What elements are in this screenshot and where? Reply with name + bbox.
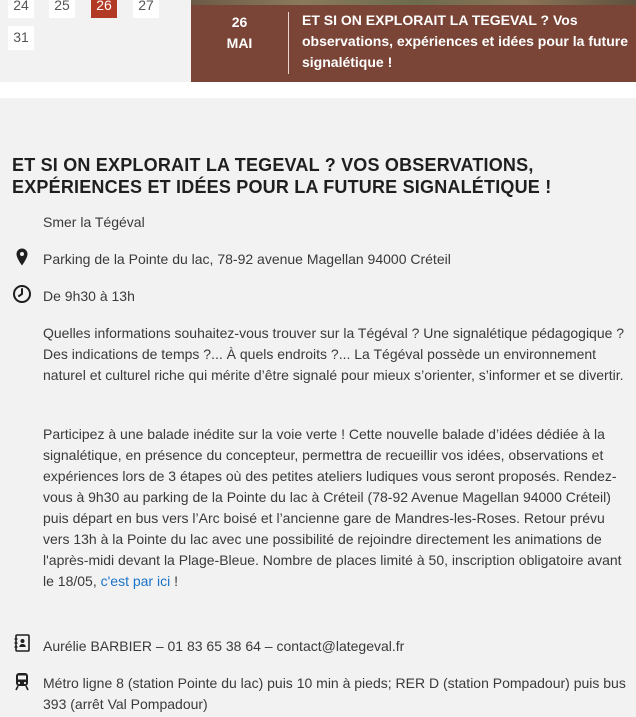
train-icon (12, 671, 32, 691)
map-pin-icon (12, 247, 32, 267)
clock-icon (12, 284, 32, 304)
event-description-2-end: ! (170, 573, 178, 589)
event-card-title[interactable]: ET SI ON EXPLORAIT LA TEGEVAL ? Vos observations, expériences et idées pour la future signalétique ! (302, 12, 628, 70)
registration-link[interactable]: c'est par ici (100, 573, 171, 589)
calendar-day[interactable]: 27 (133, 0, 159, 18)
event-contact: Aurélie BARBIER – 01 83 65 38 64 – contact@lategeval.fr (43, 638, 405, 654)
event-card[interactable] (191, 0, 636, 82)
event-detail (0, 98, 636, 717)
calendar-day[interactable]: 25 (49, 0, 75, 18)
event-description-1: Quelles informations souhaitez-vous trouver sur la Tégéval ? Une signalétique pédagogique ? Des indications de temps ?... À quels endroits ?... La Tégéval possède un environnement naturel et culturel riche qui mérite d’être signalé pour mieux s’orienter, s’informer et se divertir. (43, 325, 625, 383)
mini-calendar (0, 0, 191, 82)
contact-card-icon (12, 633, 32, 653)
date-separator (288, 12, 289, 74)
event-header-band (0, 0, 636, 82)
event-day: 26 (231, 14, 248, 30)
page-title-line1: ET SI ON EXPLORAIT LA TEGEVAL ? VOS OBSERVATIONS, (12, 155, 534, 175)
event-photo (191, 0, 636, 5)
page-title-line2: EXPÉRIENCES ET IDÉES POUR LA FUTURE SIGNALÉTIQUE ! (12, 177, 552, 197)
event-transport: Métro ligne 8 (station Pointe du lac) puis 10 min à pieds; RER D (station Pompadour) puis bus 393 (arrêt Val Pompadour) (43, 675, 626, 712)
event-date (191, 8, 288, 54)
event-description-2-text: Participez à une balade inédite sur la voie verte ! Cette nouvelle balade d’idées dédiée à la signalétique, en présence du concepteur, permettra de recueillir vos idées, observations et expériences lors de 3 étapes où des petites ateliers ludiques vous seront proposés. Rendez-vous à 9h30 au parking de la Pointe du lac à Créteil (78-92 Avenue Magellan 94000 Créteil) puis départ en bus vers l’Arc boisé et l’ancienne gare de Mandres-les-Roses. Retour prévu vers 13h à la Pointe du lac avec une possibilité de rejoindre directement les animations de l'après-midi devant la Plage-Bleue. Nombre de places limité à 50, inscription obligatoire avant le 18/05, (43, 426, 622, 589)
page-title (12, 154, 612, 198)
event-month: MAI (226, 35, 253, 51)
event-organizer: Smer la Tégéval (43, 214, 145, 230)
calendar-day-active[interactable]: 26 (91, 0, 117, 18)
event-location: Parking de la Pointe du lac, 78-92 avenue Magellan 94000 Créteil (43, 251, 451, 267)
calendar-day[interactable]: 31 (8, 26, 34, 50)
event-description-2 (43, 424, 628, 592)
calendar-day[interactable]: 24 (8, 0, 34, 18)
event-time: De 9h30 à 13h (43, 288, 135, 304)
section-gap (0, 82, 636, 98)
